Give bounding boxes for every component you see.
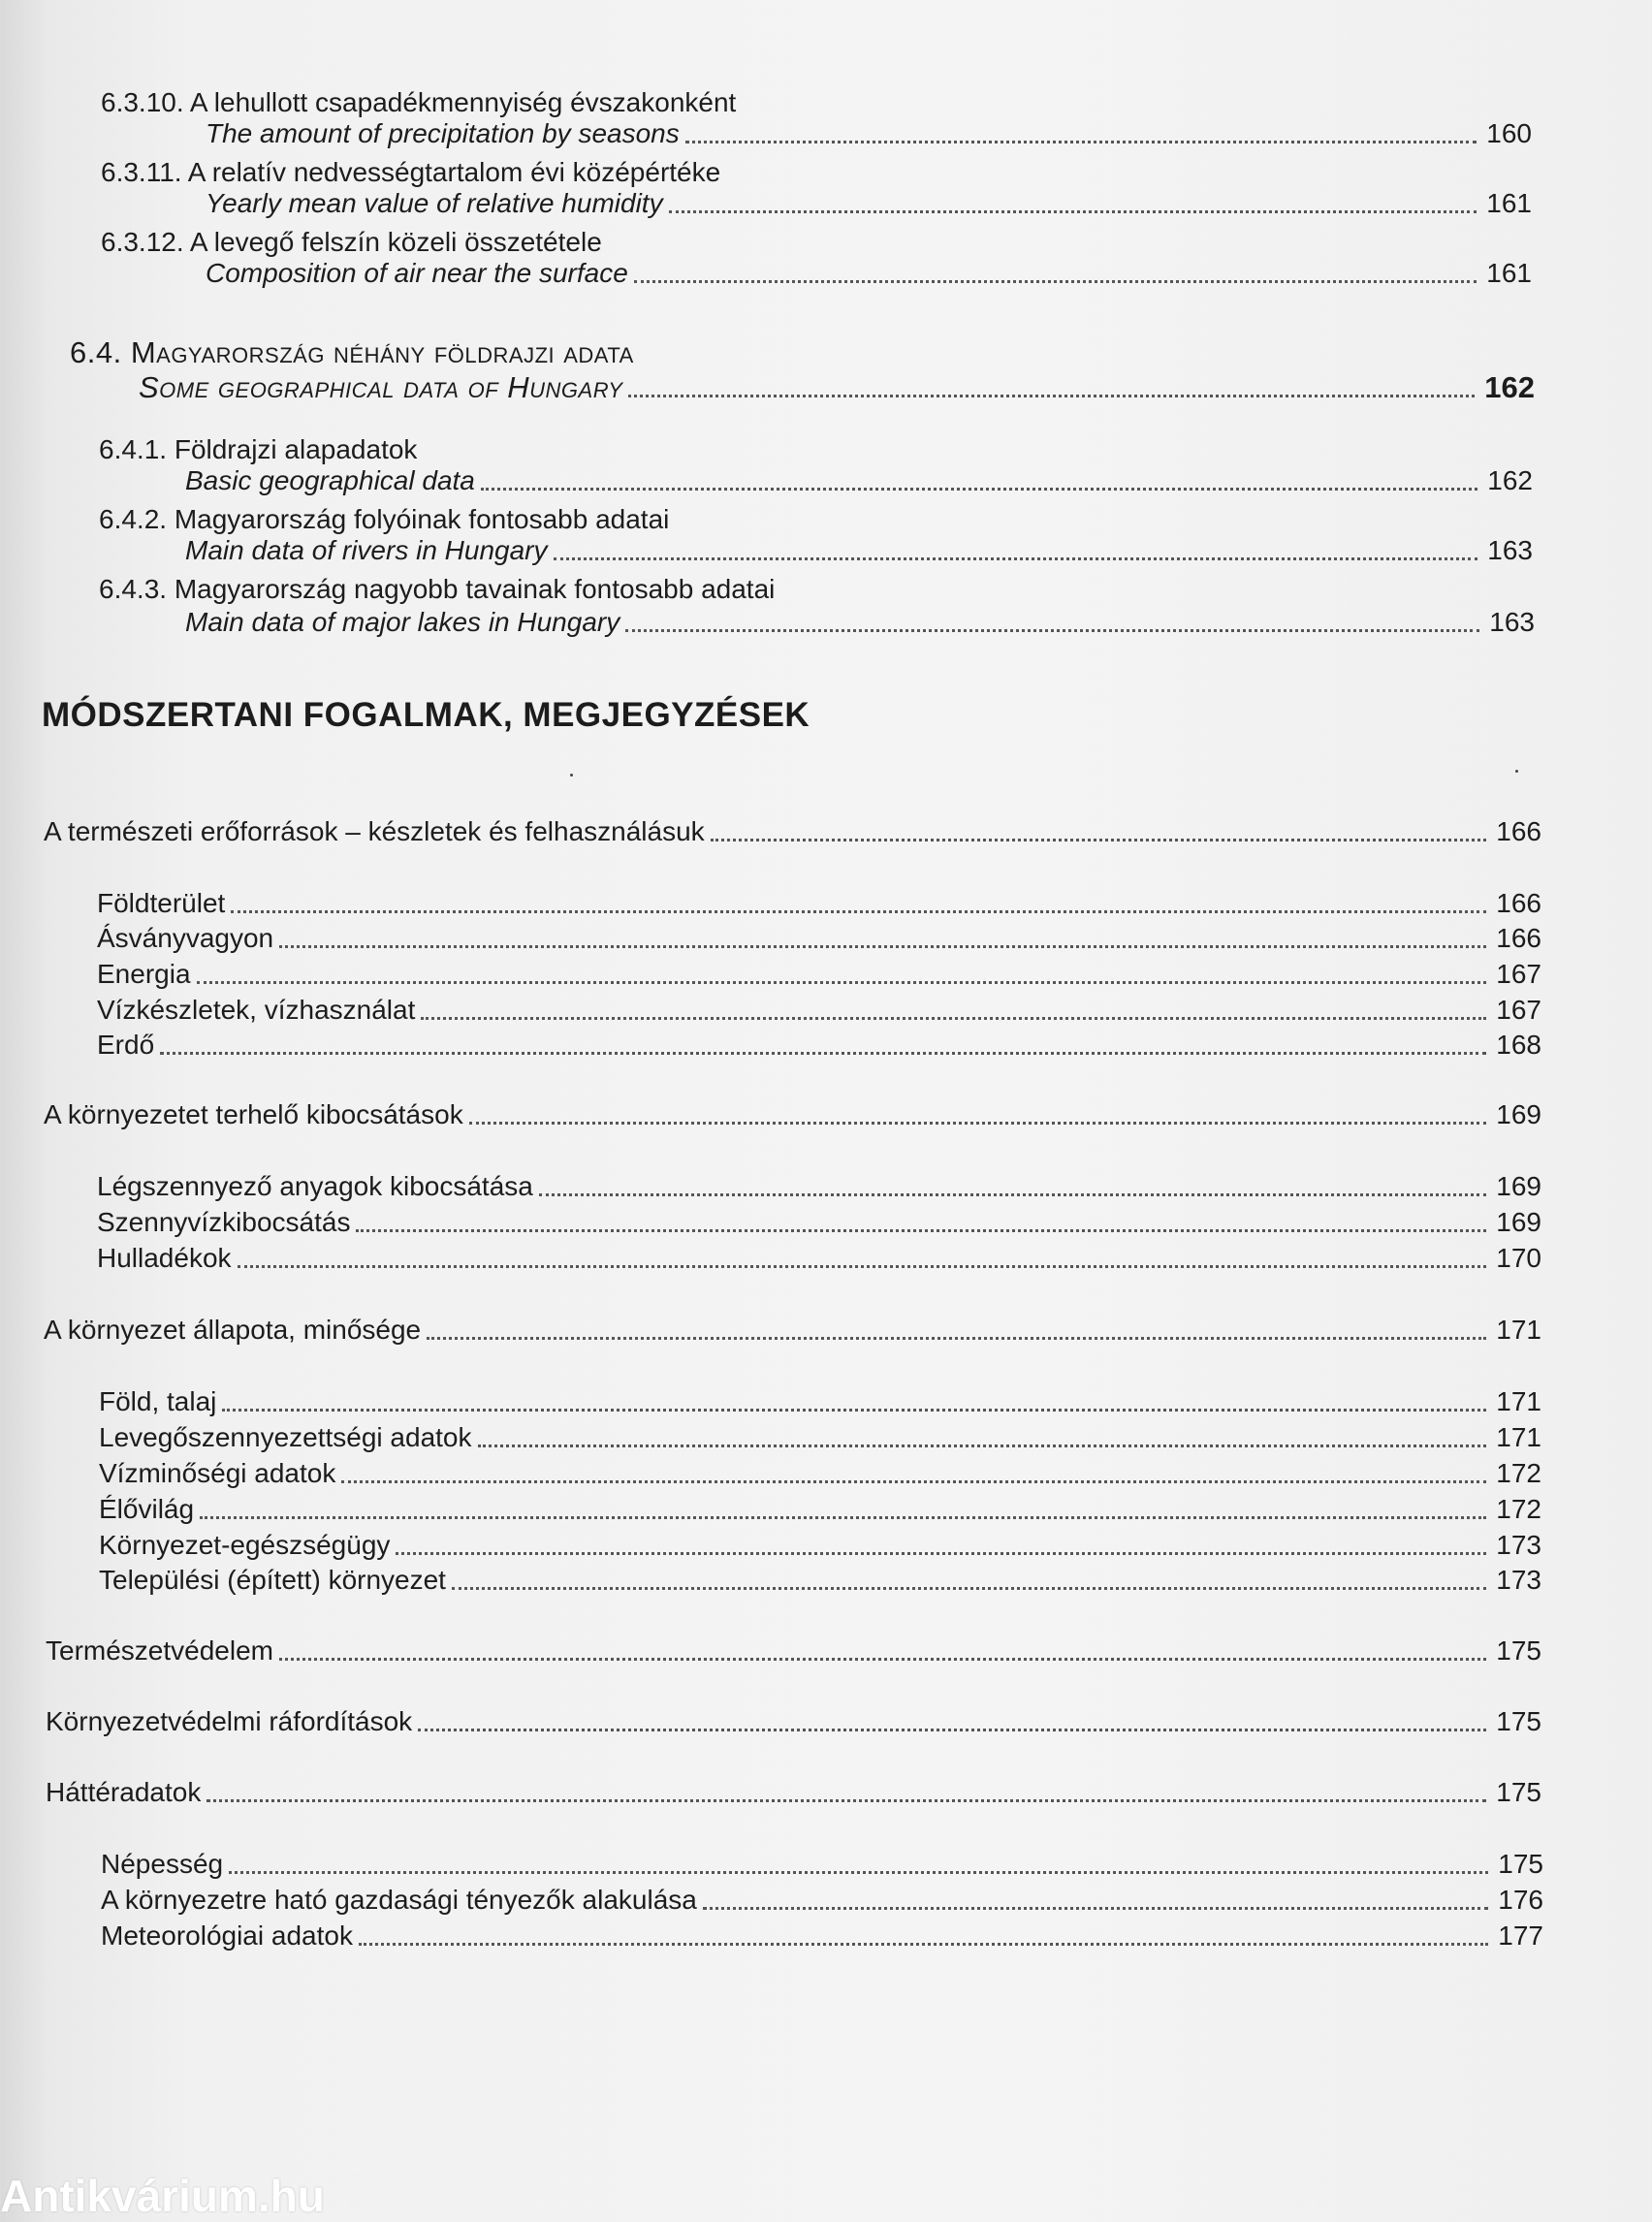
dot-leader xyxy=(669,210,1477,213)
toc-method-meteorological-data[interactable] xyxy=(101,1917,1543,1955)
dot-leader xyxy=(478,1444,1487,1447)
toc-entry-title: Yearly mean value of relative humidity xyxy=(206,188,663,218)
toc-entry-title: The amount of precipitation by seasons xyxy=(206,118,680,148)
dot-leader xyxy=(421,1017,1486,1020)
toc-entry-6-4-1-en[interactable] xyxy=(185,461,1533,500)
page-number: 170 xyxy=(1496,1243,1541,1273)
page-number: 161 xyxy=(1486,188,1532,218)
page-number: 171 xyxy=(1496,1386,1541,1416)
toc-entry-title: Földterület xyxy=(97,888,226,918)
dot-leader xyxy=(469,1122,1487,1125)
toc-method-water-quality[interactable] xyxy=(99,1454,1541,1493)
toc-entry-title: Energia xyxy=(97,959,191,989)
page-number: 162 xyxy=(1484,370,1535,404)
dot-leader xyxy=(279,945,1486,948)
toc-entry-6-3-12-en[interactable] xyxy=(206,254,1532,293)
toc-entry-6-3-11-hu: 6.3.11. A relatív nedvességtartalom évi középértéke xyxy=(101,157,721,187)
page-number: 171 xyxy=(1496,1422,1541,1452)
toc-method-wildlife[interactable] xyxy=(99,1490,1541,1529)
dot-leader xyxy=(222,1409,1486,1412)
toc-entry-6-3-10-hu: 6.3.10. A lehullott csapadékmennyiség évszakonként xyxy=(101,87,737,117)
toc-entry-title: A környezet állapota, minősége xyxy=(44,1315,422,1345)
page-number: 163 xyxy=(1487,535,1533,565)
toc-entry-title: Légszennyező anyagok kibocsátása xyxy=(97,1171,533,1201)
toc-section-6-4-en[interactable] xyxy=(139,368,1535,407)
toc-entry-title: Háttéradatok xyxy=(46,1777,202,1807)
toc-entry-title: Élővilág xyxy=(99,1494,195,1524)
page-number: 169 xyxy=(1496,1171,1541,1201)
page-number: 173 xyxy=(1496,1565,1541,1595)
dot-leader xyxy=(238,1265,1487,1268)
toc-method-air-pollution-data[interactable] xyxy=(99,1418,1541,1457)
toc-entry-title: A környezetre ható gazdasági tényezők alakulása xyxy=(101,1885,697,1915)
toc-entry-6-3-10-en[interactable] xyxy=(206,114,1532,153)
dot-leader xyxy=(628,395,1475,397)
toc-method-water-resources[interactable] xyxy=(97,991,1541,1030)
dot-leader xyxy=(160,1052,1486,1055)
dot-leader xyxy=(231,910,1486,913)
toc-entry-title: Composition of air near the surface xyxy=(206,258,628,288)
dot-leader xyxy=(711,839,1487,841)
toc-entry-title: Vízminőségi adatok xyxy=(99,1458,336,1488)
toc-method-environment-state[interactable] xyxy=(44,1311,1541,1349)
toc-method-nature-conservation[interactable] xyxy=(46,1632,1541,1670)
page-number: 177 xyxy=(1498,1920,1543,1951)
page-number: 175 xyxy=(1496,1635,1541,1666)
dot-leader xyxy=(625,629,1479,632)
toc-entry-title: A környezetet terhelő kibocsátások xyxy=(44,1099,463,1129)
stray-dot xyxy=(570,774,573,777)
toc-method-air-pollutants[interactable] xyxy=(97,1167,1541,1206)
toc-entry-6-4-3-en[interactable] xyxy=(185,603,1535,642)
toc-entry-title: Népesség xyxy=(101,1849,224,1879)
toc-method-economic-factors[interactable] xyxy=(101,1881,1543,1920)
toc-entry-title: Levegőszennyezettségi adatok xyxy=(99,1422,472,1452)
toc-entry-title: Ásványvagyon xyxy=(97,923,274,953)
page-number: 166 xyxy=(1496,888,1541,918)
page-number: 160 xyxy=(1486,118,1532,148)
page-number: 167 xyxy=(1496,959,1541,989)
dot-leader xyxy=(554,557,1478,560)
page-number: 175 xyxy=(1498,1849,1543,1879)
toc-entry-title: Települési (épített) környezet xyxy=(99,1565,446,1595)
dot-leader xyxy=(703,1907,1488,1910)
toc-method-land-soil[interactable] xyxy=(99,1382,1541,1421)
dot-leader xyxy=(200,1516,1486,1519)
page-number: 162 xyxy=(1487,465,1533,495)
dot-leader xyxy=(229,1871,1488,1874)
dot-leader xyxy=(452,1587,1486,1590)
dot-leader xyxy=(206,1799,1486,1802)
dot-leader xyxy=(356,1229,1486,1232)
dot-leader xyxy=(359,1943,1488,1946)
watermark-logo: Antikvárium.hu xyxy=(0,2171,325,2221)
toc-entry-6-4-2-hu: 6.4.2. Magyarország folyóinak fontosabb adatai xyxy=(99,504,670,534)
toc-entry-title: Basic geographical data xyxy=(185,465,475,495)
dot-leader xyxy=(427,1337,1486,1340)
toc-method-environmental-expenditure[interactable] xyxy=(46,1702,1541,1741)
toc-method-background-data[interactable] xyxy=(46,1773,1541,1812)
dot-leader xyxy=(418,1729,1486,1731)
page-number: 169 xyxy=(1496,1099,1541,1129)
toc-method-forest[interactable] xyxy=(97,1026,1541,1064)
page-number: 168 xyxy=(1496,1030,1541,1060)
toc-method-emissions[interactable] xyxy=(44,1095,1541,1134)
toc-method-environmental-health[interactable] xyxy=(99,1526,1541,1565)
toc-entry-title: Természetvédelem xyxy=(46,1635,273,1666)
toc-entry-6-3-12-hu: 6.3.12. A levegő felszín közeli összetétele xyxy=(101,227,602,257)
page-number: 176 xyxy=(1498,1885,1543,1915)
toc-method-land[interactable] xyxy=(97,884,1541,923)
toc-entry-title: Környezet-egészségügy xyxy=(99,1530,391,1560)
toc-entry-6-4-1-hu: 6.4.1. Földrajzi alapadatok xyxy=(99,434,418,464)
toc-entry-title: Vízkészletek, vízhasználat xyxy=(97,995,416,1025)
toc-entry-title: Hulladékok xyxy=(97,1243,232,1273)
toc-entry-6-3-11-en[interactable] xyxy=(206,184,1532,223)
dot-leader xyxy=(341,1480,1486,1483)
toc-section-6-4-hu: 6.4. Magyarország néhány földrajzi adata xyxy=(70,335,634,369)
toc-entry-6-4-3-hu: 6.4.3. Magyarország nagyobb tavainak fontosabb adatai xyxy=(99,574,776,604)
dot-leader xyxy=(396,1552,1486,1555)
toc-method-energy[interactable] xyxy=(97,955,1541,994)
page-number: 166 xyxy=(1496,923,1541,953)
toc-entry-title: A természeti erőforrások – készletek és felhasználásuk xyxy=(44,816,705,846)
page-number: 171 xyxy=(1496,1315,1541,1345)
methods-heading: MÓDSZERTANI FOGALMAK, MEGJEGYZÉSEK xyxy=(42,696,810,734)
toc-entry-title: Erdő xyxy=(97,1030,155,1060)
page-number: 175 xyxy=(1496,1706,1541,1736)
toc-entry-title: Some geographical data of Hungary xyxy=(139,370,623,404)
dot-leader xyxy=(279,1658,1486,1661)
toc-method-wastewater[interactable] xyxy=(97,1203,1541,1242)
page-number: 175 xyxy=(1496,1777,1541,1807)
toc-entry-title: Föld, talaj xyxy=(99,1386,217,1416)
toc-entry-title: Meteorológiai adatok xyxy=(101,1920,353,1951)
page-number: 163 xyxy=(1489,607,1535,637)
toc-entry-6-4-2-en[interactable] xyxy=(185,531,1533,570)
dot-leader xyxy=(634,280,1477,283)
page-number: 166 xyxy=(1496,816,1541,846)
page-number: 169 xyxy=(1496,1207,1541,1237)
page-number: 167 xyxy=(1496,995,1541,1025)
dot-leader xyxy=(197,981,1487,984)
page-number: 173 xyxy=(1496,1530,1541,1560)
page-number: 172 xyxy=(1496,1494,1541,1524)
toc-entry-title: Main data of rivers in Hungary xyxy=(185,535,548,565)
toc-method-population[interactable] xyxy=(101,1845,1543,1884)
page-number: 161 xyxy=(1486,258,1532,288)
toc-method-waste[interactable] xyxy=(97,1239,1541,1278)
toc-entry-title: Szennyvízkibocsátás xyxy=(97,1207,351,1237)
toc-entry-title: Main data of major lakes in Hungary xyxy=(185,607,620,637)
dot-leader xyxy=(685,141,1477,143)
toc-method-minerals[interactable] xyxy=(97,919,1541,958)
toc-method-built-environment[interactable] xyxy=(99,1561,1541,1600)
dot-leader xyxy=(481,488,1477,491)
dot-leader xyxy=(539,1193,1486,1196)
toc-entry-title: Környezetvédelmi ráfordítások xyxy=(46,1706,413,1736)
toc-method-natural-resources[interactable] xyxy=(44,812,1541,851)
stray-dot xyxy=(1515,770,1518,773)
page-number: 172 xyxy=(1496,1458,1541,1488)
